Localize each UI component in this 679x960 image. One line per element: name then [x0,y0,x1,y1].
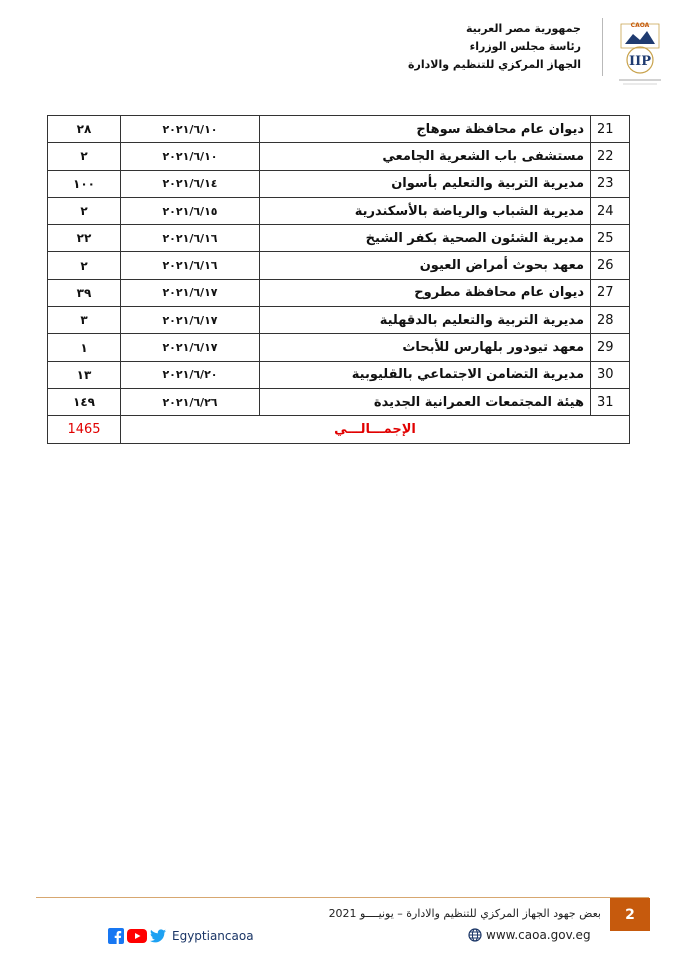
total-value: 1465 [48,416,121,443]
table-row [48,334,630,361]
row-number: 26 [591,252,630,279]
header-divider [602,18,603,76]
row-number: 23 [591,170,630,197]
row-entity-name: مديرية التربية والتعليم بالدقهلية [260,307,591,334]
row-number: 25 [591,225,630,252]
header-country: جمهورية مصر العربية [466,22,581,35]
row-value: ٣٩ [48,279,121,306]
row-value: ٣ [48,307,121,334]
globe-icon [468,928,482,942]
page-number: 2 [610,898,650,931]
table-row [48,143,630,170]
table-row [48,279,630,306]
row-number: 21 [591,116,630,143]
row-number: 22 [591,143,630,170]
table-row [48,170,630,197]
table-row [48,307,630,334]
row-value: ٢٢ [48,225,121,252]
records-table [47,115,630,444]
header-block [361,20,581,74]
row-date: ٢٠٢١/٦/١٧ [121,334,260,361]
row-date: ٢٠٢١/٦/١٠ [121,143,260,170]
row-number: 27 [591,279,630,306]
row-entity-name: ديوان عام محافظة مطروح [260,279,591,306]
logo-initials: IIP [629,54,651,69]
row-entity-name: ديوان عام محافظة سوهاج [260,116,591,143]
row-date: ٢٠٢١/٦/١٤ [121,170,260,197]
table-row [48,197,630,224]
row-date: ٢٠٢١/٦/١٧ [121,279,260,306]
facebook-icon[interactable] [108,928,124,944]
row-number: 24 [591,197,630,224]
row-value: ٢٨ [48,116,121,143]
footer-divider [36,897,649,898]
row-date: ٢٠٢١/٦/٢٦ [121,388,260,415]
table-row [48,116,630,143]
header-agency: الجهاز المركزي للتنظيم والادارة [408,58,581,71]
distribution-watermark [90,470,510,750]
total-row [48,416,630,443]
social-links [108,928,254,944]
row-value: ١٣ [48,361,121,388]
row-entity-name: معهد تيودور بلهارس للأبحاث [260,334,591,361]
website-link[interactable] [468,928,591,942]
row-value: ١٤٩ [48,388,121,415]
row-value: ٢ [48,252,121,279]
row-date: ٢٠٢١/٦/٢٠ [121,361,260,388]
table-row [48,252,630,279]
row-entity-name: مديرية التربية والتعليم بأسوان [260,170,591,197]
row-entity-name: مديرية الشباب والرياضة بالأسكندرية [260,197,591,224]
row-entity-name: هيئة المجتمعات العمرانية الجديدة [260,388,591,415]
row-value: ٢ [48,143,121,170]
total-label: الإجمـــالـــي [121,416,630,443]
agency-logo [611,14,669,90]
row-entity-name: مستشفى باب الشعرية الجامعي [260,143,591,170]
table-row [48,388,630,415]
footer-caption: بعض جهود الجهاز المركزي للتنظيم والادارة – يونيــــو 2021 [328,907,601,920]
row-date: ٢٠٢١/٦/١٥ [121,197,260,224]
row-date: ٢٠٢١/٦/١٠ [121,116,260,143]
header-cabinet: رئاسة مجلس الوزراء [469,40,581,53]
row-number: 31 [591,388,630,415]
row-number: 28 [591,307,630,334]
row-entity-name: مديرية الشئون الصحية بكفر الشيخ [260,225,591,252]
twitter-icon[interactable] [150,929,166,943]
row-date: ٢٠٢١/٦/١٦ [121,252,260,279]
row-entity-name: مديرية التضامن الاجتماعي بالقليوبية [260,361,591,388]
row-value: ٢ [48,197,121,224]
social-handle: Egyptiancaoa [172,929,254,943]
row-value: ١٠٠ [48,170,121,197]
row-number: 29 [591,334,630,361]
logo-brand-text: CAOA [630,22,650,29]
row-date: ٢٠٢١/٦/١٧ [121,307,260,334]
website-url: www.caoa.gov.eg [486,928,591,942]
table-row [48,225,630,252]
row-value: ١ [48,334,121,361]
youtube-icon[interactable] [127,929,147,943]
row-number: 30 [591,361,630,388]
row-entity-name: معهد بحوث أمراض العيون [260,252,591,279]
records-body [48,116,630,416]
table-row [48,361,630,388]
row-date: ٢٠٢١/٦/١٦ [121,225,260,252]
